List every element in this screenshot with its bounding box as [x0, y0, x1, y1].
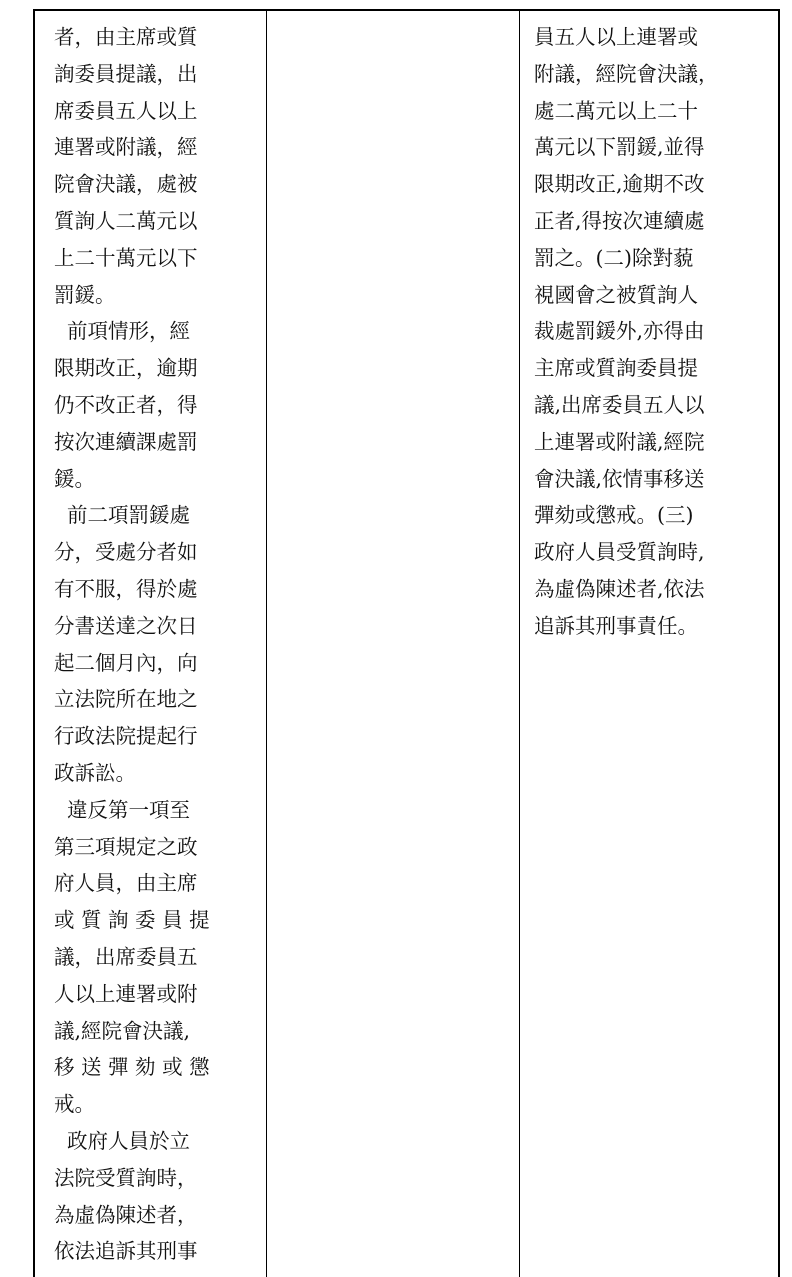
text-line: 會決議,依情事移送 — [534, 466, 705, 491]
text-line: 追訴其刑事責任。 — [534, 613, 698, 638]
text-line: 萬元以下罰鍰,並得 — [534, 135, 705, 160]
text-line: 罰鍰。 — [54, 282, 116, 307]
text-line: 立法院所在地之 — [54, 687, 198, 712]
text-line: 行政法院提起行 — [54, 724, 198, 749]
text-line: 人以上連署或附 — [54, 981, 198, 1006]
text-line: 政府人員於立 — [54, 1128, 191, 1153]
text-line: 分書送達之次日 — [54, 613, 198, 638]
text-line: 戒。 — [54, 1092, 95, 1117]
text-line: 正者,得按次連續處 — [534, 208, 705, 233]
left-column — [35, 11, 267, 1277]
text-line: 移 送 彈 劾 或 懲 — [54, 1055, 210, 1080]
text-line: 議,出席委員五人以 — [534, 392, 705, 417]
text-line: 依法追訴其刑事 — [54, 1239, 198, 1264]
document-table — [33, 9, 780, 1277]
text-line: 罰之。(二)除對藐 — [534, 245, 694, 270]
text-line: 詢委員提議，出 — [54, 61, 198, 86]
text-line: 前二項罰鍰處 — [54, 503, 191, 528]
text-line: 或 質 詢 委 員 提 — [54, 908, 210, 933]
text-line: 連署或附議，經 — [54, 135, 198, 160]
text-line: 政訴訟。 — [54, 760, 136, 785]
middle-column — [267, 11, 520, 1277]
text-line: 按次連續課處罰 — [54, 429, 198, 454]
text-line: 主席或質詢委員提 — [534, 356, 698, 381]
right-column-text — [534, 19, 719, 645]
text-line: 院會決議，處被 — [54, 172, 198, 197]
text-line: 鍰。 — [54, 466, 95, 491]
text-line: 有不服，得於處 — [54, 576, 198, 601]
text-line: 為虛偽陳述者， — [54, 1202, 198, 1227]
text-line: 限期改正,逾期不改 — [534, 172, 705, 197]
text-line: 視國會之被質詢人 — [534, 282, 698, 307]
text-line: 第三項規定之政 — [54, 834, 198, 859]
text-line: 仍不改正者，得 — [54, 392, 198, 417]
text-line: 政府人員受質詢時, — [534, 540, 705, 565]
text-line: 府人員，由主席 — [54, 871, 198, 896]
text-line: 者，由主席或質 — [54, 25, 198, 49]
text-line: 分，受處分者如 — [54, 540, 198, 565]
text-line: 為虛偽陳述者,依法 — [534, 576, 705, 601]
text-line: 處二萬元以上二十 — [534, 98, 698, 123]
text-line: 議，出席委員五 — [54, 944, 198, 969]
text-line: 議,經院會決議, — [54, 1018, 191, 1043]
text-line: 起二個月內，向 — [54, 650, 198, 675]
text-line: 彈劾或懲戒。(三) — [534, 503, 694, 528]
text-line: 上二十萬元以下 — [54, 245, 198, 270]
left-column-text — [54, 19, 210, 1270]
text-line: 法院受質詢時， — [54, 1165, 198, 1190]
text-line: 違反第一項至 — [54, 797, 191, 822]
text-line: 席委員五人以上 — [54, 98, 198, 123]
text-line: 上連署或附議,經院 — [534, 429, 705, 454]
text-line: 限期改正，逾期 — [54, 356, 198, 381]
text-line: 質詢人二萬元以 — [54, 208, 198, 233]
text-line: 裁處罰鍰外,亦得由 — [534, 319, 705, 344]
text-line: 前項情形，經 — [54, 319, 191, 344]
right-column — [520, 11, 778, 1277]
text-line: 附議，經院會決議， — [534, 61, 719, 86]
text-line: 員五人以上連署或 — [534, 25, 698, 49]
